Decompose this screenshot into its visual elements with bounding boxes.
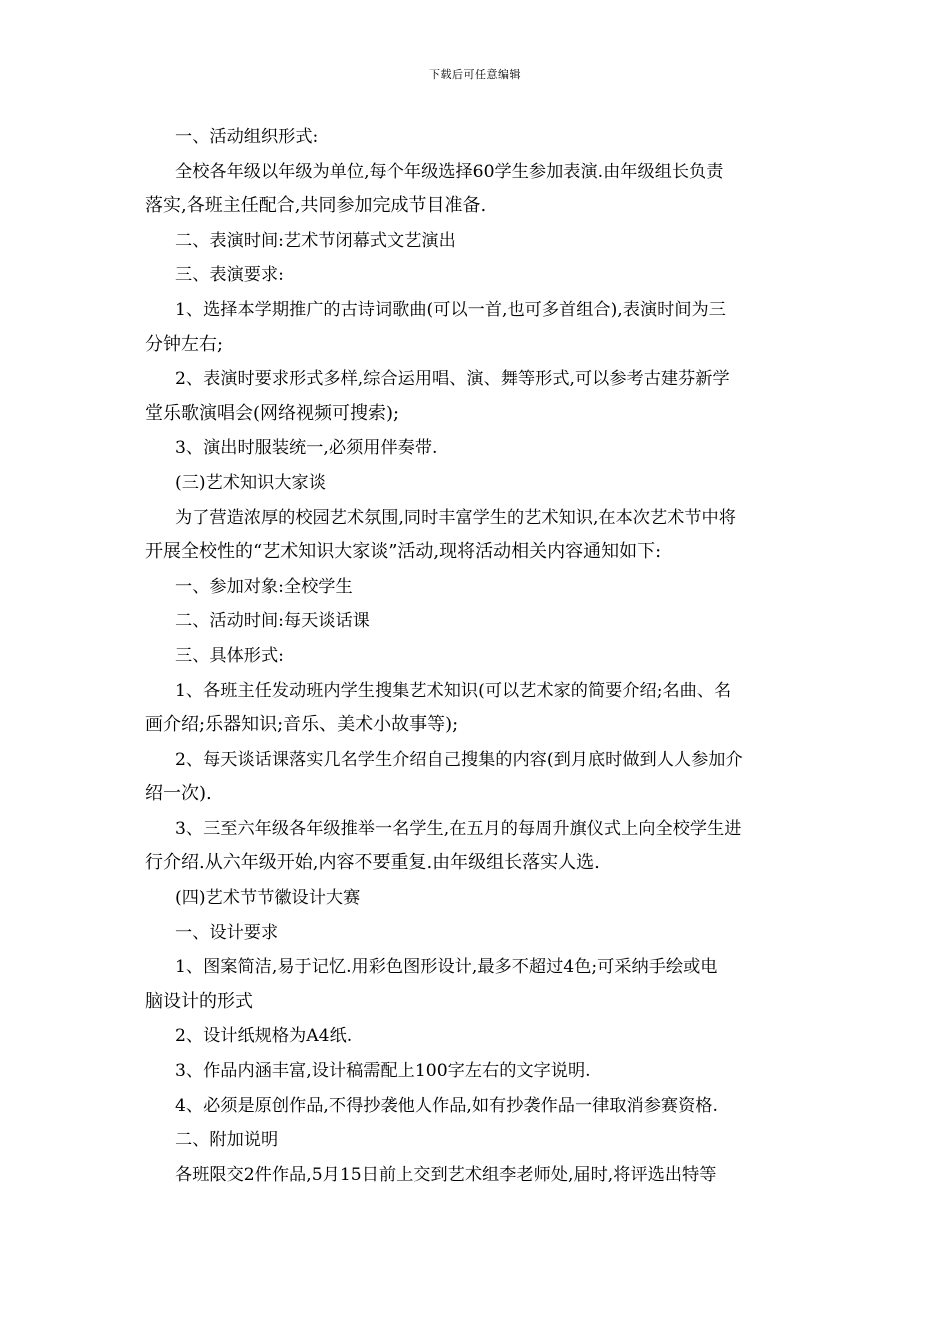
- text-line: 3、三至六年级各年级推举一名学生,在五月的每周升旗仪式上向全校学生进: [175, 818, 742, 839]
- text-line: 一、活动组织形式:: [175, 127, 319, 147]
- text-line: 一、参加对象:全校学生: [175, 576, 353, 597]
- text-line: 1、图案简洁,易于记忆.用彩色图形设计,最多不超过4色;可采纳手绘或电: [175, 957, 718, 978]
- text-line: 各班限交2件作品,5月15日前上交到艺术组李老师处,届时,将评选出特等: [175, 1164, 717, 1185]
- text-line: 行介绍.从六年级开始,内容不要重复.由年级组长落实人选.: [145, 852, 600, 874]
- text-line: 全校各年级以年级为单位,每个年级选择60学生参加表演.由年级组长负责: [175, 161, 724, 182]
- text-line: 脑设计的形式: [145, 990, 253, 1012]
- document-body: [145, 120, 809, 1192]
- text-line: 1、各班主任发动班内学生搜集艺术知识(可以艺术家的简要介绍;名曲、名: [175, 680, 732, 701]
- text-line: 2、每天谈话课落实几名学生介绍自己搜集的内容(到月底时做到人人参加介: [175, 749, 743, 770]
- text-line: 3、演出时服装统一,必须用伴奏带.: [175, 438, 438, 459]
- text-line: (四)艺术节节徽设计大赛: [175, 888, 361, 909]
- text-line: 为了营造浓厚的校园艺术氛围,同时丰富学生的艺术知识,在本次艺术节中将: [175, 507, 736, 528]
- page-header: 下载后可任意编辑: [429, 68, 521, 81]
- text-line: 2、表演时要求形式多样,综合运用唱、演、舞等形式,可以参考古建芬新学: [175, 369, 730, 390]
- text-line: 绍一次).: [145, 783, 212, 805]
- text-line: 分钟左右;: [145, 333, 224, 355]
- text-line: 一、设计要求: [175, 922, 279, 943]
- text-line: 落实,各班主任配合,共同参加完成节目准备.: [145, 195, 487, 217]
- text-line: (三)艺术知识大家谈: [175, 472, 326, 493]
- text-line: 二、附加说明: [175, 1130, 279, 1151]
- text-line: 三、表演要求:: [175, 265, 284, 286]
- text-line: 3、作品内涵丰富,设计稿需配上100字左右的文字说明.: [175, 1061, 591, 1082]
- text-line: 堂乐歌演唱会(网络视频可搜索);: [145, 402, 400, 424]
- text-line: 1、选择本学期推广的古诗词歌曲(可以一首,也可多首组合),表演时间为三: [175, 299, 726, 320]
- text-line: 二、活动时间:每天谈话课: [175, 611, 370, 632]
- text-line: 开展全校性的“艺术知识大家谈”活动,现将活动相关内容通知如下:: [145, 541, 662, 563]
- text-line: 三、具体形式:: [175, 645, 284, 666]
- text-line: 2、设计纸规格为A4纸.: [175, 1026, 353, 1047]
- text-line: 4、必须是原创作品,不得抄袭他人作品,如有抄袭作品一律取消参赛资格.: [175, 1095, 718, 1116]
- text-line: 画介绍;乐器知识;音乐、美术小故事等);: [145, 714, 459, 736]
- text-line: 二、表演时间:艺术节闭幕式文艺演出: [175, 230, 456, 251]
